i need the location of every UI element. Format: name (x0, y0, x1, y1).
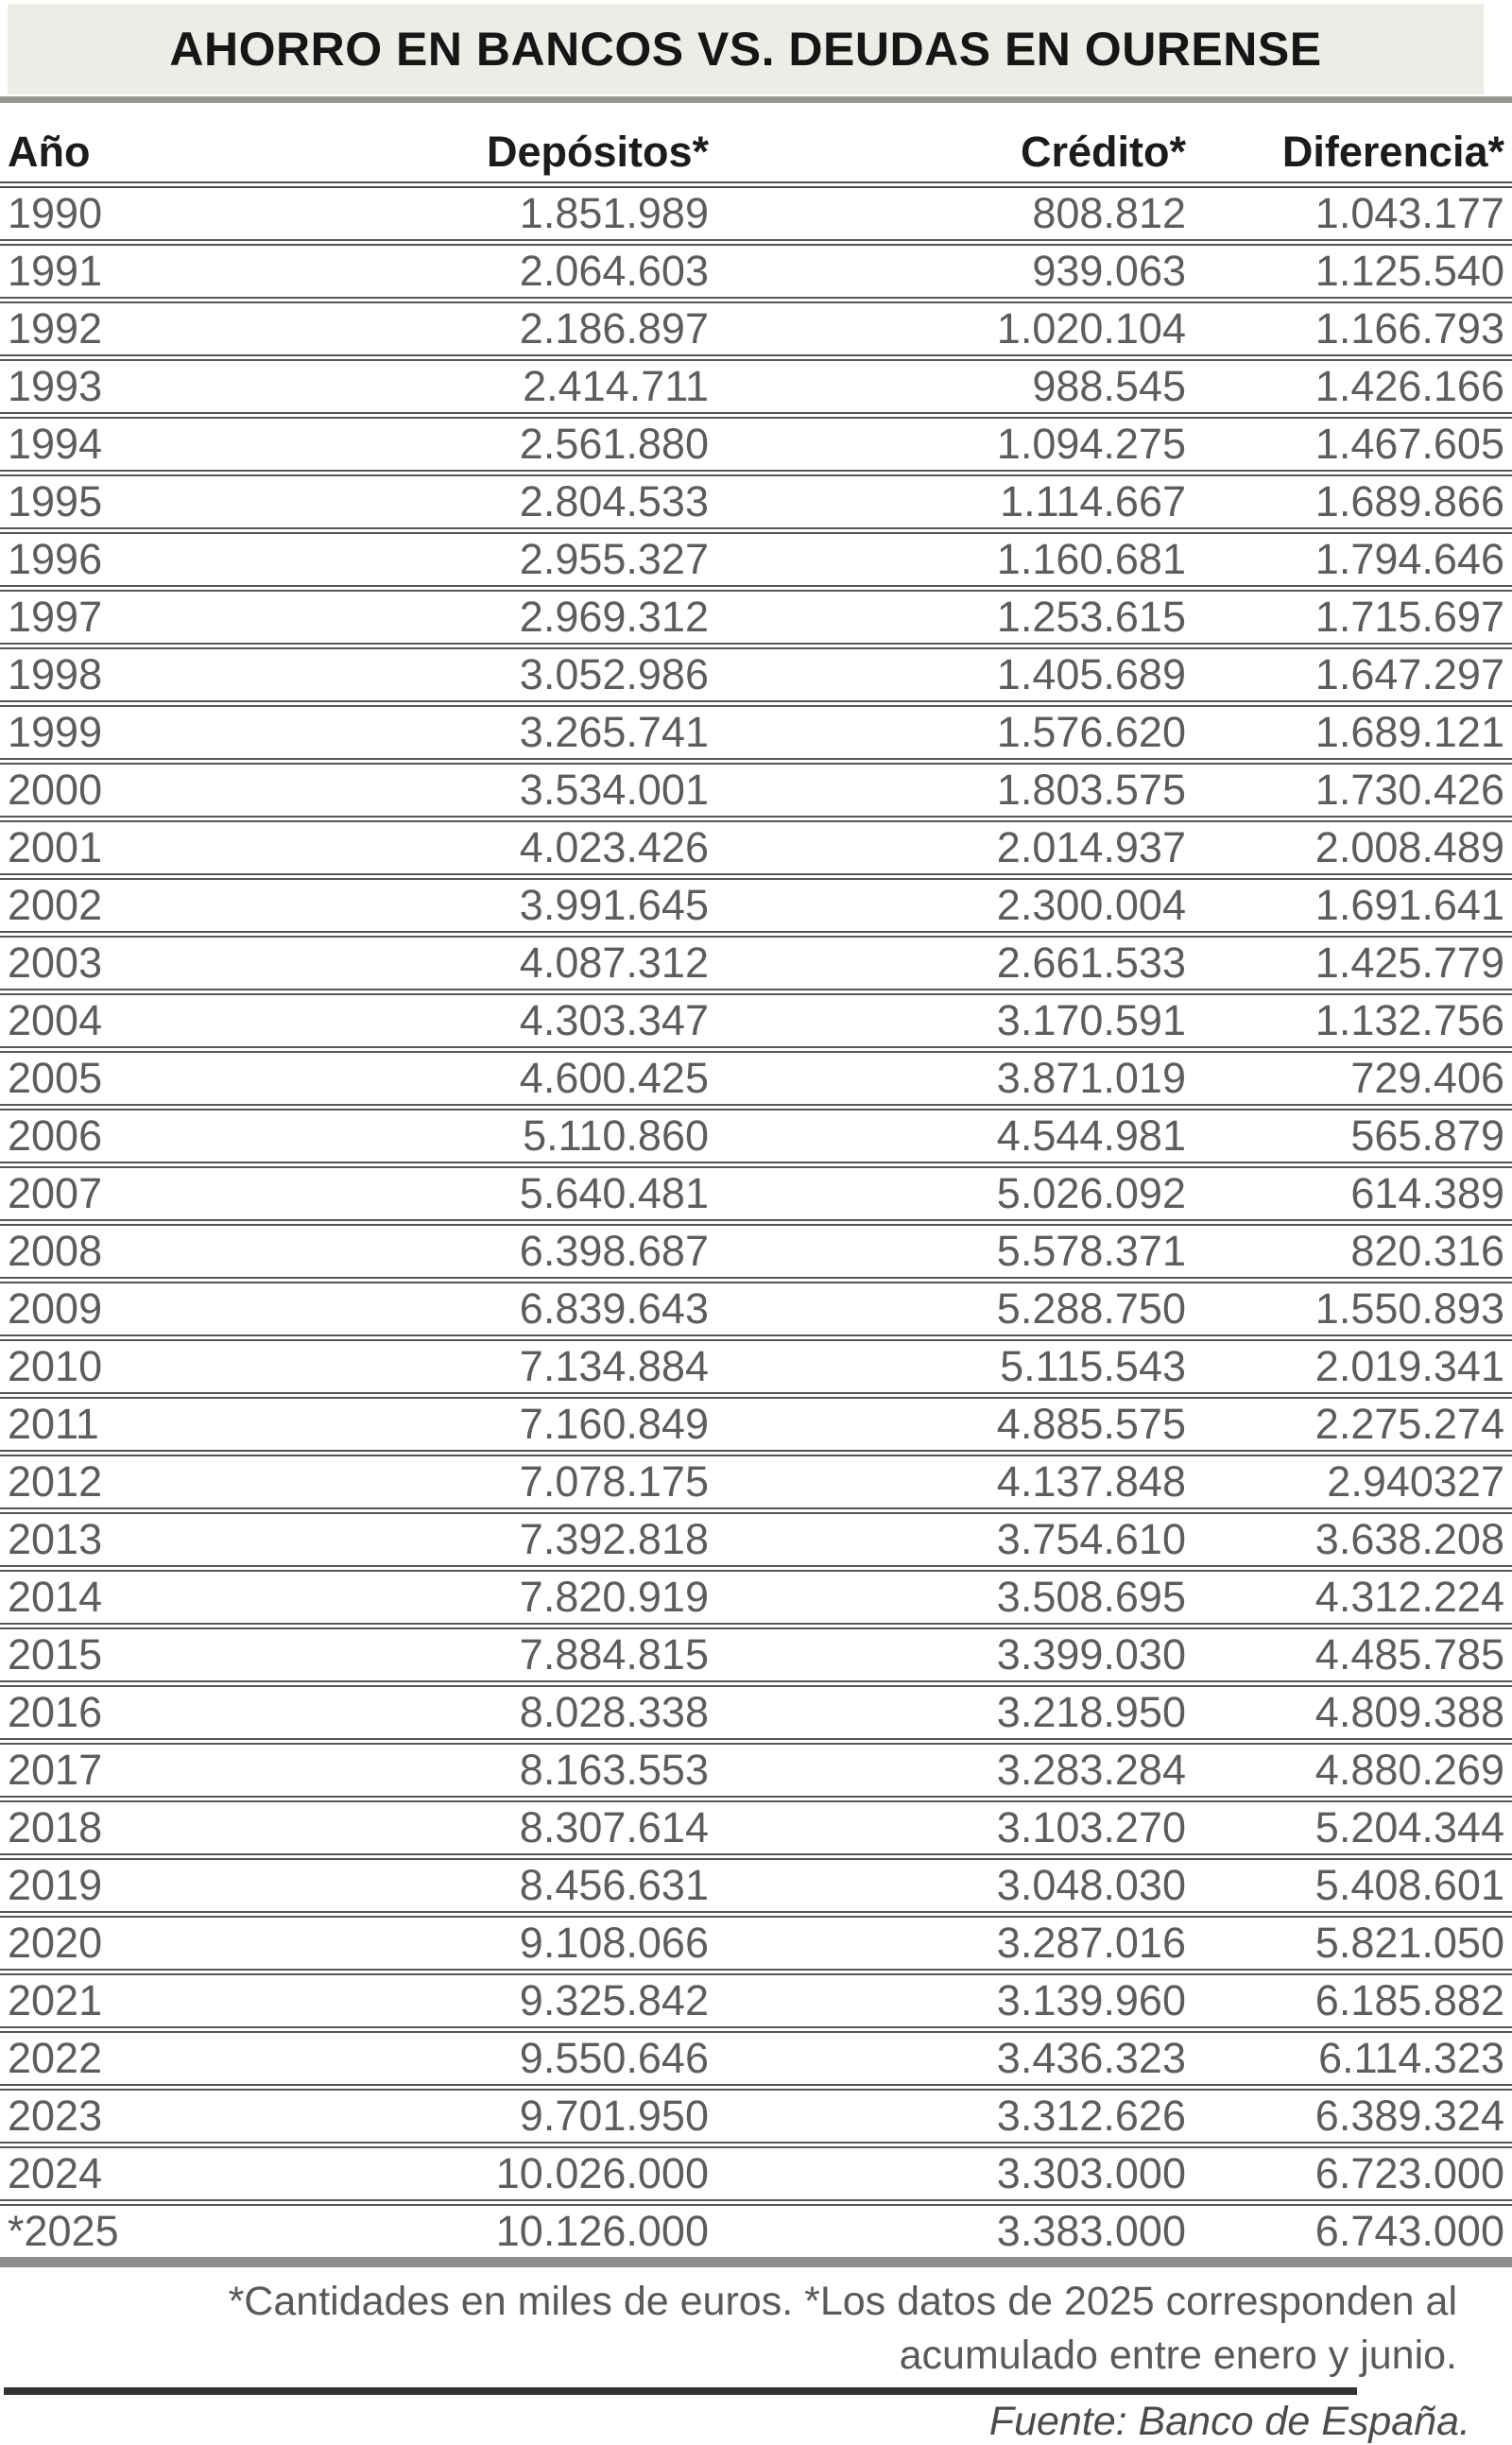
credito-cell: 3.303.000 (996, 2149, 1186, 2197)
depositos-cell: 5.640.481 (519, 1169, 709, 1217)
table-row (0, 1629, 1512, 1687)
depositos-cell: 9.550.646 (519, 2034, 709, 2082)
depositos-cell: 7.884.815 (519, 1630, 709, 1679)
table-row (0, 1226, 1512, 1283)
credito-cell: 5.115.543 (1000, 1342, 1186, 1390)
table-row (0, 1860, 1512, 1918)
year-cell: 2020 (8, 1919, 103, 1967)
diferencia-cell: 5.204.344 (1314, 1803, 1504, 1851)
diferencia-cell: 4.485.785 (1314, 1630, 1504, 1679)
credito-cell: 3.103.270 (996, 1803, 1186, 1851)
depositos-cell: 2.804.533 (519, 477, 709, 525)
credito-cell: 3.871.019 (996, 1054, 1186, 1102)
depositos-cell: 2.186.897 (519, 304, 709, 353)
credito-cell: 3.508.695 (996, 1573, 1186, 1621)
diferencia-cell: 4.312.224 (1314, 1573, 1504, 1621)
credito-cell: 988.545 (1032, 362, 1186, 410)
diferencia-cell: 729.406 (1350, 1054, 1504, 1102)
credito-cell: 2.014.937 (996, 823, 1186, 871)
column-header-depositos: Depósitos* (486, 128, 709, 176)
credito-cell: 1.114.667 (1000, 477, 1186, 525)
table-row (0, 303, 1512, 361)
table-row (0, 419, 1512, 476)
source-credit: Fuente: Banco de España. (988, 2399, 1470, 2444)
diferencia-cell: 2.940327 (1327, 1457, 1504, 1506)
infographic (0, 4, 1512, 2445)
table-header-row (0, 103, 1512, 188)
year-cell: 2023 (8, 2092, 103, 2140)
table-row (0, 2206, 1512, 2257)
depositos-cell: 7.820.919 (519, 1573, 709, 1621)
table-row (0, 592, 1512, 649)
table-row (0, 246, 1512, 303)
year-cell: 1990 (8, 189, 103, 237)
depositos-cell: 7.160.849 (519, 1400, 709, 1448)
year-cell: 2017 (8, 1746, 103, 1794)
credito-cell: 2.661.533 (996, 938, 1186, 987)
diferencia-cell: 1.715.697 (1314, 593, 1504, 641)
depositos-cell: 7.392.818 (519, 1515, 709, 1563)
credito-cell: 2.300.004 (996, 881, 1186, 929)
depositos-cell: 4.023.426 (519, 823, 709, 871)
diferencia-cell: 6.114.323 (1318, 2034, 1504, 2082)
depositos-cell: 4.087.312 (519, 938, 709, 987)
source-divider (4, 2387, 1357, 2395)
table-row (0, 1802, 1512, 1860)
footnote-line-2: acumulado entre enero y junio. (899, 2333, 1457, 2378)
table-row (0, 1918, 1512, 1975)
depositos-cell: 10.026.000 (495, 2149, 709, 2197)
credito-cell: 5.026.092 (996, 1169, 1186, 1217)
depositos-cell: 8.028.338 (519, 1688, 709, 1736)
depositos-cell: 8.163.553 (519, 1746, 709, 1794)
year-cell: 2005 (8, 1054, 103, 1102)
credito-cell: 3.312.626 (996, 2092, 1186, 2140)
depositos-cell: 3.534.001 (519, 766, 709, 814)
depositos-cell: 2.969.312 (519, 593, 709, 641)
credito-cell: 3.436.323 (996, 2034, 1186, 2082)
year-cell: 2021 (8, 1976, 103, 2024)
diferencia-cell: 1.647.297 (1314, 650, 1504, 698)
depositos-cell: 3.052.986 (519, 650, 709, 698)
table-row (0, 1456, 1512, 1514)
year-cell: 2018 (8, 1803, 103, 1851)
year-cell: 2008 (8, 1227, 103, 1275)
depositos-cell: 3.265.741 (519, 708, 709, 756)
credito-cell: 939.063 (1032, 247, 1186, 295)
diferencia-cell: 1.426.166 (1314, 362, 1504, 410)
year-cell: 1993 (8, 362, 103, 410)
year-cell: 1999 (8, 708, 103, 756)
credito-cell: 3.218.950 (996, 1688, 1186, 1736)
table-row (0, 1975, 1512, 2033)
credito-cell: 1.253.615 (996, 593, 1186, 641)
diferencia-cell: 4.880.269 (1314, 1746, 1504, 1794)
table-row (0, 476, 1512, 534)
credito-cell: 4.544.981 (996, 1111, 1186, 1160)
title-band (8, 4, 1484, 95)
depositos-cell: 6.398.687 (519, 1227, 709, 1275)
year-cell: 2016 (8, 1688, 103, 1736)
credito-cell: 3.754.610 (996, 1515, 1186, 1563)
table-row (0, 188, 1512, 246)
depositos-cell: 2.561.880 (519, 420, 709, 468)
year-cell: 1994 (8, 420, 103, 468)
year-cell: 1997 (8, 593, 103, 641)
table-row (0, 1687, 1512, 1745)
diferencia-cell: 565.879 (1350, 1111, 1504, 1160)
credito-cell: 3.283.284 (996, 1746, 1186, 1794)
table-bottom-rule (0, 2257, 1512, 2267)
year-cell: 1995 (8, 477, 103, 525)
diferencia-cell: 2.019.341 (1314, 1342, 1504, 1390)
depositos-cell: 2.955.327 (519, 535, 709, 583)
credito-cell: 1.020.104 (996, 304, 1186, 353)
credito-cell: 3.139.960 (996, 1976, 1186, 2024)
column-header-year: Año (8, 128, 91, 176)
table-row (0, 995, 1512, 1053)
table-row (0, 361, 1512, 419)
diferencia-cell: 5.408.601 (1314, 1861, 1504, 1909)
year-cell: 1998 (8, 650, 103, 698)
table-row (0, 1399, 1512, 1456)
year-cell: 2014 (8, 1573, 103, 1621)
diferencia-cell: 6.389.324 (1314, 2092, 1504, 2140)
credito-cell: 1.405.689 (996, 650, 1186, 698)
depositos-cell: 5.110.860 (523, 1111, 709, 1160)
diferencia-cell: 3.638.208 (1314, 1515, 1504, 1563)
diferencia-cell: 6.723.000 (1314, 2149, 1504, 2197)
table-row (0, 649, 1512, 707)
credito-cell: 1.094.275 (996, 420, 1186, 468)
table-row (0, 822, 1512, 880)
depositos-cell: 9.701.950 (519, 2092, 709, 2140)
diferencia-cell: 820.316 (1350, 1227, 1504, 1275)
credito-cell: 5.578.371 (996, 1227, 1186, 1275)
year-cell: 2000 (8, 766, 103, 814)
table-row (0, 1283, 1512, 1341)
credito-cell: 5.288.750 (996, 1284, 1186, 1333)
diferencia-cell: 2.275.274 (1314, 1400, 1504, 1448)
depositos-cell: 7.134.884 (519, 1342, 709, 1390)
column-header-diferencia: Diferencia* (1281, 128, 1504, 176)
year-cell: 2001 (8, 823, 103, 871)
diferencia-cell: 1.794.646 (1314, 535, 1504, 583)
depositos-cell: 8.456.631 (519, 1861, 709, 1909)
depositos-cell: 2.414.711 (523, 362, 709, 410)
diferencia-cell: 6.743.000 (1314, 2207, 1504, 2255)
year-cell: 2024 (8, 2149, 103, 2197)
diferencia-cell: 1.550.893 (1314, 1284, 1504, 1333)
diferencia-cell: 1.043.177 (1314, 189, 1504, 237)
year-cell: 2006 (8, 1111, 103, 1160)
diferencia-cell: 1.467.605 (1314, 420, 1504, 468)
table-row (0, 1341, 1512, 1399)
year-cell: 2007 (8, 1169, 103, 1217)
diferencia-cell: 1.132.756 (1314, 996, 1504, 1044)
chart-title: AHORRO EN BANCOS VS. DEUDAS EN OURENSE (169, 23, 1322, 76)
year-cell: 2004 (8, 996, 103, 1044)
diferencia-cell: 1.166.793 (1314, 304, 1504, 353)
table-row (0, 707, 1512, 765)
diferencia-cell: 1.425.779 (1314, 938, 1504, 987)
diferencia-cell: 1.689.866 (1314, 477, 1504, 525)
table-body (0, 188, 1512, 2257)
depositos-cell: 4.600.425 (519, 1054, 709, 1102)
depositos-cell: 1.851.989 (519, 189, 709, 237)
year-cell: 2019 (8, 1861, 103, 1909)
diferencia-cell: 6.185.882 (1314, 1976, 1504, 2024)
diferencia-cell: 5.821.050 (1314, 1919, 1504, 1967)
diferencia-cell: 1.730.426 (1314, 766, 1504, 814)
year-cell: 1996 (8, 535, 103, 583)
depositos-cell: 6.839.643 (519, 1284, 709, 1333)
year-cell: 2013 (8, 1515, 103, 1563)
year-cell: 1991 (8, 247, 103, 295)
credito-cell: 3.383.000 (996, 2207, 1186, 2255)
credito-cell: 3.399.030 (996, 1630, 1186, 1679)
table-row (0, 534, 1512, 592)
credito-cell: 1.160.681 (996, 535, 1186, 583)
year-cell: 2012 (8, 1457, 103, 1506)
footnote (0, 2275, 1512, 2383)
credito-cell: 4.885.575 (996, 1400, 1186, 1448)
table-row (0, 938, 1512, 995)
depositos-cell: 2.064.603 (519, 247, 709, 295)
diferencia-cell: 2.008.489 (1314, 823, 1504, 871)
credito-cell: 808.812 (1032, 189, 1186, 237)
year-cell: 2011 (8, 1400, 99, 1448)
credito-cell: 1.803.575 (996, 766, 1186, 814)
depositos-cell: 4.303.347 (519, 996, 709, 1044)
table-row (0, 880, 1512, 938)
credito-cell: 3.048.030 (996, 1861, 1186, 1909)
year-cell: 2003 (8, 938, 103, 987)
diferencia-cell: 1.125.540 (1314, 247, 1504, 295)
table-row (0, 1514, 1512, 1572)
table-row (0, 2091, 1512, 2148)
table-row (0, 1111, 1512, 1168)
depositos-cell: 8.307.614 (519, 1803, 709, 1851)
credito-cell: 3.170.591 (996, 996, 1186, 1044)
depositos-cell: 7.078.175 (519, 1457, 709, 1506)
diferencia-cell: 614.389 (1350, 1169, 1504, 1217)
table-row (0, 765, 1512, 822)
credito-cell: 4.137.848 (996, 1457, 1186, 1506)
credito-cell: 3.287.016 (996, 1919, 1186, 1967)
year-cell: 2009 (8, 1284, 103, 1333)
footnote-line-1: *Cantidades en miles de euros. *Los datos de 2025 corresponden al (228, 2279, 1457, 2324)
depositos-cell: 9.325.842 (519, 1976, 709, 2024)
table-row (0, 2148, 1512, 2206)
diferencia-cell: 4.809.388 (1314, 1688, 1504, 1736)
table-row (0, 1168, 1512, 1226)
year-cell: 1992 (8, 304, 103, 353)
table-row (0, 1053, 1512, 1111)
year-cell: 2002 (8, 881, 103, 929)
year-cell: 2015 (8, 1630, 103, 1679)
diferencia-cell: 1.689.121 (1314, 708, 1504, 756)
year-cell: 2010 (8, 1342, 103, 1390)
title-divider (0, 96, 1512, 103)
diferencia-cell: 1.691.641 (1314, 881, 1504, 929)
table-row (0, 1572, 1512, 1629)
depositos-cell: 10.126.000 (495, 2207, 709, 2255)
data-table (0, 103, 1512, 2267)
depositos-cell: 3.991.645 (519, 881, 709, 929)
depositos-cell: 9.108.066 (519, 1919, 709, 1967)
year-cell: *2025 (8, 2207, 119, 2255)
table-row (0, 2033, 1512, 2091)
year-cell: 2022 (8, 2034, 103, 2082)
table-row (0, 1745, 1512, 1802)
column-header-credito: Crédito* (1020, 128, 1186, 176)
credito-cell: 1.576.620 (996, 708, 1186, 756)
